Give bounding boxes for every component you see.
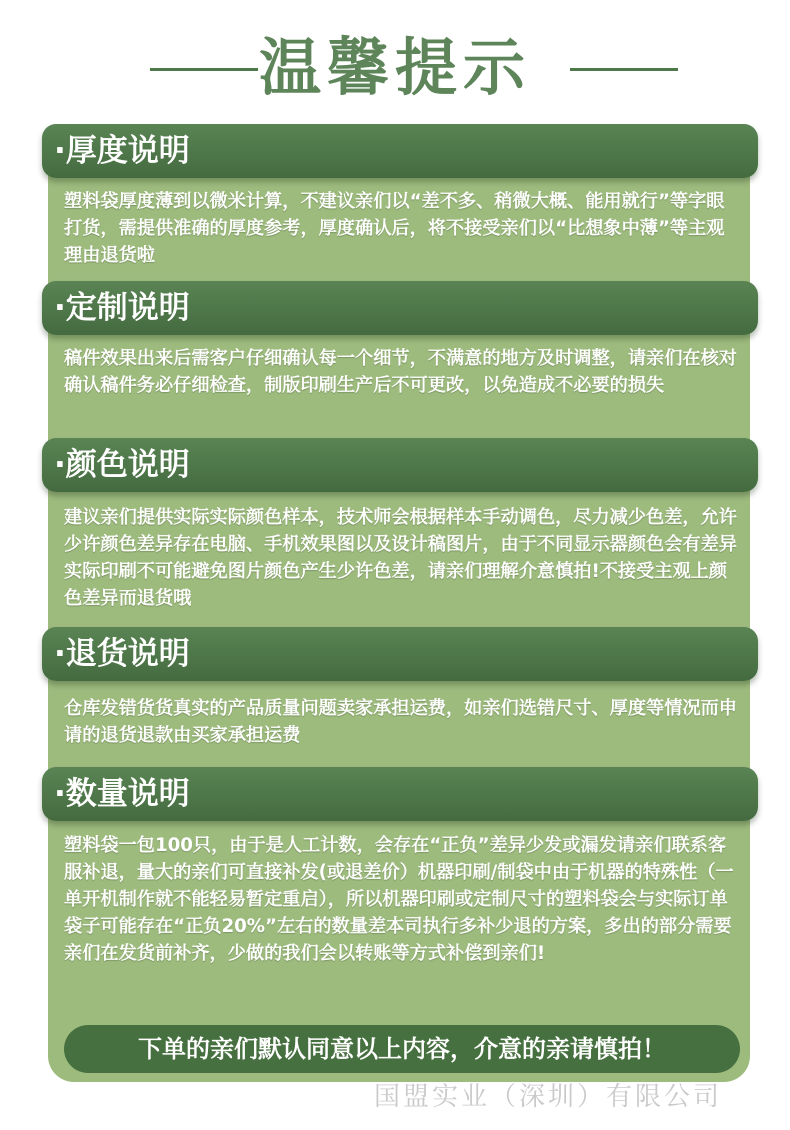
section-header-quantity (42, 767, 758, 821)
page-title: 温馨提示 (258, 31, 531, 104)
section-title: ·退货说明 (54, 636, 190, 672)
company-watermark: 国盟实业（深圳）有限公司 (374, 1082, 723, 1112)
section-body-thickness: 塑料袋厚度薄到以微米计算，不建议亲们以“差不多、稍微大概、能用就行”等字眼打货，需提供准确的厚度参考，厚度确认后，将不接受亲们以“比想象中薄”等主观理由退货啦 (64, 191, 725, 266)
section-header-color (42, 438, 758, 492)
section-title: ·颜色说明 (54, 447, 190, 483)
section-title: ·厚度说明 (54, 133, 190, 169)
footer-notice (64, 1025, 740, 1073)
section-header-thickness (42, 124, 758, 178)
section-header-returns (42, 627, 758, 681)
section-header-custom (42, 281, 758, 335)
title-divider-right (570, 68, 678, 71)
section-title: ·数量说明 (54, 776, 190, 812)
title-area (0, 28, 790, 108)
section-body-color: 建议亲们提供实际实际颜色样本，技术师会根据样本手动调色，尽力减少色差，允许少许颜色差异存在电脑、手机效果图以及设计稿图片，由于不同显示器颜色会有差异实际印刷不可能避免图片颜色产生少许色差，请亲们理解介意慎拍!不接受主观上颜色差异而退货哦 (64, 507, 737, 609)
section-body-quantity: 塑料袋一包100只，由于是人工计数，会存在“正负”差异少发或漏发请亲们联系客服补退，量大的亲们可直接补发(或退差价）机器印刷/制袋中由于机器的特殊性（一单开机制作就不能轻易暂定重启），所以机器印刷或定制尺寸的塑料袋会与实际订单袋子可能存在“正负20%”左右的数量差本司执行多补少退的方案，多出的部分需要亲们在发货前补齐，少做的我们会以转账等方式补偿到亲们! (64, 835, 734, 964)
section-body-returns: 仓库发错货货真实的产品质量问题卖家承担运费，如亲们选错尺寸、厚度等情况而申请的退货退款由买家承担运费 (64, 698, 737, 746)
footer-text: 下单的亲们默认同意以上内容，介意的亲请慎拍！ (138, 1035, 666, 1063)
section-title: ·定制说明 (54, 290, 190, 326)
section-body-custom: 稿件效果出来后需客户仔细确认每一个细节，不满意的地方及时调整，请亲们在核对确认稿件务必仔细检查，制版印刷生产后不可更改，以免造成不必要的损失 (64, 348, 737, 396)
